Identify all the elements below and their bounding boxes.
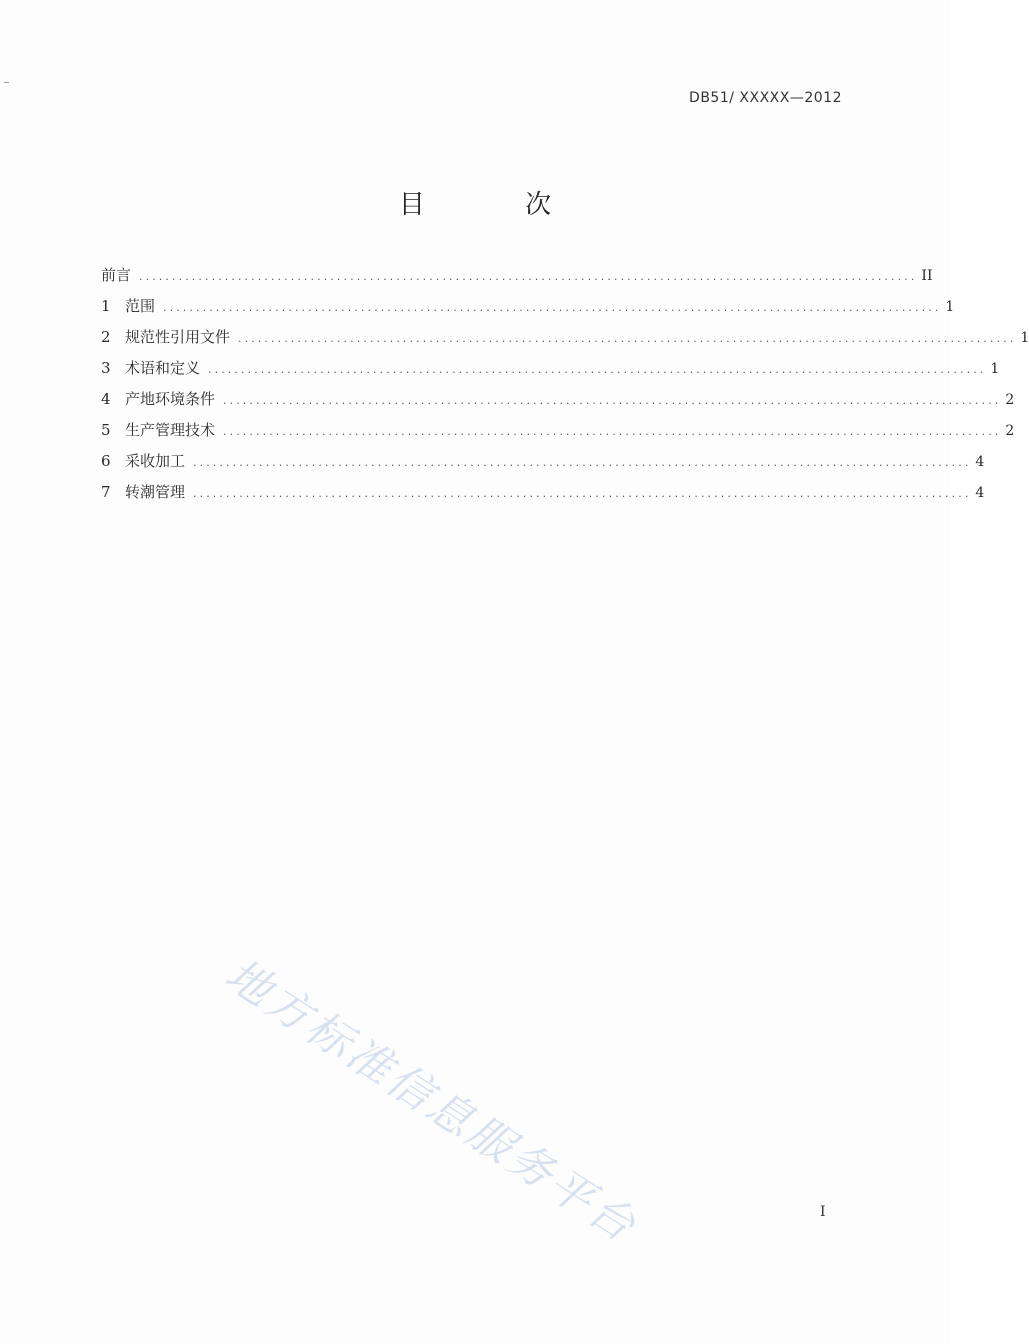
toc-entry-label: 规范性引用文件	[125, 328, 231, 346]
toc-entry[interactable]	[101, 295, 955, 326]
toc-entry-label: 转潮管理	[125, 483, 186, 501]
toc-entry[interactable]	[101, 450, 985, 481]
toc-leader-dots: ......................................................................................................................	[238, 332, 1017, 345]
toc-entry-label: 产地环境条件	[125, 390, 216, 408]
toc-entry[interactable]	[101, 357, 1000, 388]
toc-entry[interactable]	[101, 326, 1029, 357]
toc-entry[interactable]	[101, 481, 985, 512]
toc-leader-dots: ......................................................................................................................	[163, 301, 942, 314]
toc-title: 目 次	[398, 190, 598, 220]
toc-entry[interactable]	[101, 388, 1015, 419]
toc-leader-dots: ......................................................................................................................	[208, 363, 987, 376]
toc-entry-page: 1	[1020, 330, 1029, 346]
toc-entry-page: 2	[1005, 392, 1015, 408]
toc-entry-number: 1	[101, 297, 111, 315]
toc-entry-page: 2	[1005, 423, 1015, 439]
standard-code: DB51/ XXXXX—2012	[689, 90, 842, 106]
toc-entry-label: 范围	[125, 297, 156, 315]
toc-entry-label: 术语和定义	[125, 359, 201, 377]
toc-entry-number: 4	[101, 390, 111, 408]
toc-entry-page: 4	[975, 485, 985, 501]
watermark: 地方标准信息服务平台	[216, 949, 647, 1254]
toc-entry-page: 1	[945, 299, 955, 315]
toc-entry-number: 6	[101, 452, 111, 470]
toc-entry-label: 生产管理技术	[125, 421, 216, 439]
toc-entry-number: 2	[101, 328, 111, 346]
toc-leader-dots: ......................................................................................................................	[193, 487, 972, 500]
table-of-contents	[101, 264, 1029, 512]
toc-entry-number: 5	[101, 421, 111, 439]
toc-entry-page: 1	[990, 361, 1000, 377]
toc-entry-number: 3	[101, 359, 111, 377]
toc-entry-label: 前言	[101, 266, 132, 284]
toc-entry[interactable]	[101, 264, 933, 295]
toc-leader-dots: ......................................................................................................................	[223, 394, 1002, 407]
scan-mark	[4, 82, 9, 83]
toc-entry[interactable]	[101, 419, 1015, 450]
toc-leader-dots: ......................................................................................................................	[193, 456, 972, 469]
toc-entry-label: 采收加工	[125, 452, 186, 470]
toc-entry-page: II	[921, 268, 933, 284]
toc-leader-dots: ......................................................................................................................	[223, 425, 1002, 438]
toc-entry-number: 7	[101, 483, 111, 501]
toc-leader-dots: ......................................................................................................................	[139, 270, 918, 283]
page-number: I	[820, 1204, 826, 1220]
toc-entry-page: 4	[975, 454, 985, 470]
